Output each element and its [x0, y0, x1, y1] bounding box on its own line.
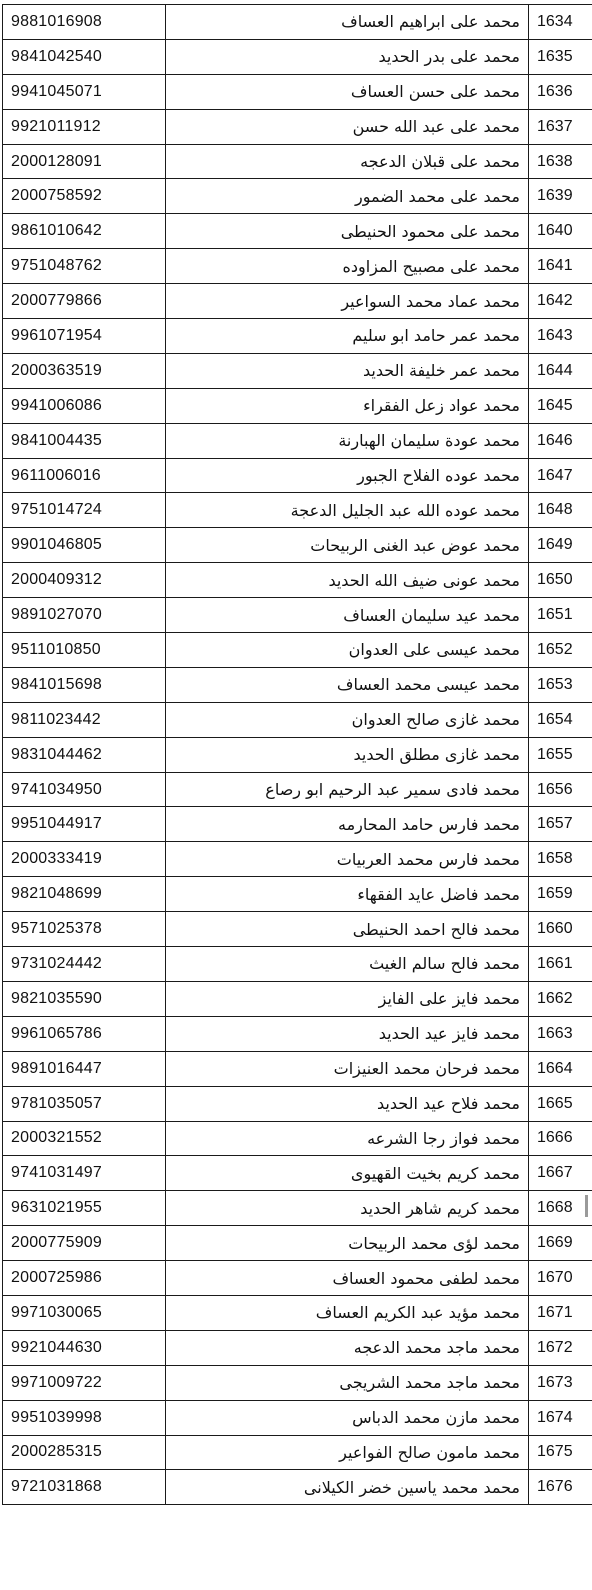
table-row: [3, 179, 592, 214]
row-number-cell: 1639: [529, 179, 592, 214]
table-row: [3, 353, 592, 388]
full-name-cell: محمد عماد محمد السواعیر: [166, 284, 529, 319]
national-id-cell: 9861010642: [3, 214, 166, 249]
table-row: [3, 598, 592, 633]
full-name-cell: محمد عمر خلیفة الحدید: [166, 353, 529, 388]
full-name-cell: محمد لطفی محمود العساف: [166, 1261, 529, 1296]
national-id-cell: 9961071954: [3, 319, 166, 354]
table-row: [3, 912, 592, 947]
table-row: [3, 1400, 592, 1435]
row-number-cell: 1676: [529, 1470, 592, 1505]
row-number-cell: 1643: [529, 319, 592, 354]
full-name-cell: محمد عمر حامد ابو سلیم: [166, 319, 529, 354]
full-name-cell: محمد عیسی محمد العساف: [166, 667, 529, 702]
row-number-cell: 1674: [529, 1400, 592, 1435]
table-row: [3, 284, 592, 319]
row-number-cell: 1673: [529, 1365, 592, 1400]
table-row: [3, 144, 592, 179]
row-number-cell: 1670: [529, 1261, 592, 1296]
full-name-cell: محمد فایز عید الحدید: [166, 1016, 529, 1051]
full-name-cell: محمد علی محمد الضمور: [166, 179, 529, 214]
table-row: [3, 249, 592, 284]
national-id-cell: 9831044462: [3, 737, 166, 772]
table-row: [3, 1295, 592, 1330]
row-number-cell: 1657: [529, 807, 592, 842]
row-number-cell: 1650: [529, 563, 592, 598]
full-name-cell: محمد علی عبد الله حسن: [166, 109, 529, 144]
table-row: [3, 877, 592, 912]
table-row: [3, 633, 592, 668]
national-id-cell: 9811023442: [3, 702, 166, 737]
row-number-cell: 1636: [529, 74, 592, 109]
national-id-cell: 9741034950: [3, 772, 166, 807]
table-row: [3, 702, 592, 737]
row-number-cell: 1669: [529, 1226, 592, 1261]
national-id-cell: 9971030065: [3, 1295, 166, 1330]
table-row: [3, 1156, 592, 1191]
national-id-cell: 9891016447: [3, 1051, 166, 1086]
row-number-cell: 1648: [529, 493, 592, 528]
table-row: [3, 807, 592, 842]
full-name-cell: محمد عوض عبد الغنی الربیحات: [166, 528, 529, 563]
table-row: [3, 493, 592, 528]
table-row: [3, 1051, 592, 1086]
table-row: [3, 1435, 592, 1470]
national-id-cell: 9971009722: [3, 1365, 166, 1400]
full-name-cell: محمد غازی صالح العدوان: [166, 702, 529, 737]
table-row: [3, 667, 592, 702]
table-row: [3, 5, 592, 40]
names-table: [2, 4, 592, 1505]
full-name-cell: محمد غازی مطلق الحدید: [166, 737, 529, 772]
full-name-cell: محمد لؤی محمد الربیحات: [166, 1226, 529, 1261]
row-number-cell: 1660: [529, 912, 592, 947]
row-number-cell: 1651: [529, 598, 592, 633]
table-row: [3, 1261, 592, 1296]
row-number-cell: 1675: [529, 1435, 592, 1470]
table-row: [3, 1086, 592, 1121]
table-row: [3, 319, 592, 354]
full-name-cell: محمد عید سلیمان العساف: [166, 598, 529, 633]
table-row: [3, 842, 592, 877]
national-id-cell: 9751048762: [3, 249, 166, 284]
national-id-cell: 9941006086: [3, 388, 166, 423]
table-row: [3, 1330, 592, 1365]
national-id-cell: 9741031497: [3, 1156, 166, 1191]
national-id-cell: 2000285315: [3, 1435, 166, 1470]
table-row: [3, 947, 592, 982]
table-row: [3, 1016, 592, 1051]
full-name-cell: محمد فارس حامد المحارمه: [166, 807, 529, 842]
full-name-cell: محمد عواد زعل الفقراء: [166, 388, 529, 423]
national-id-cell: 2000333419: [3, 842, 166, 877]
national-id-cell: 9611006016: [3, 458, 166, 493]
full-name-cell: محمد علی محمود الحنیطی: [166, 214, 529, 249]
row-number-cell: 1653: [529, 667, 592, 702]
table-row: [3, 109, 592, 144]
row-number-cell: 1663: [529, 1016, 592, 1051]
row-number-cell: 1671: [529, 1295, 592, 1330]
full-name-cell: محمد عونی ضیف الله الحدید: [166, 563, 529, 598]
table-row: [3, 563, 592, 598]
full-name-cell: محمد فاضل عاید الفقهاء: [166, 877, 529, 912]
table-row: [3, 214, 592, 249]
national-id-cell: 9841042540: [3, 39, 166, 74]
national-id-cell: 2000758592: [3, 179, 166, 214]
row-number-cell: 1634: [529, 5, 592, 40]
national-id-cell: 9941045071: [3, 74, 166, 109]
full-name-cell: محمد ماجد محمد الشریجی: [166, 1365, 529, 1400]
table-row: [3, 458, 592, 493]
national-id-cell: 9721031868: [3, 1470, 166, 1505]
table-row: [3, 423, 592, 458]
table-row: [3, 1121, 592, 1156]
full-name-cell: محمد ماجد محمد الدعجه: [166, 1330, 529, 1365]
national-id-cell: 9921011912: [3, 109, 166, 144]
national-id-cell: 2000409312: [3, 563, 166, 598]
national-id-cell: 9841004435: [3, 423, 166, 458]
national-id-cell: 9901046805: [3, 528, 166, 563]
row-number-cell: 1655: [529, 737, 592, 772]
table-row: [3, 737, 592, 772]
row-number-cell: 1635: [529, 39, 592, 74]
national-id-cell: 9631021955: [3, 1191, 166, 1226]
row-number-cell: 1652: [529, 633, 592, 668]
table-row: [3, 74, 592, 109]
national-id-cell: 9731024442: [3, 947, 166, 982]
full-name-cell: محمد فالح سالم الغیث: [166, 947, 529, 982]
row-number-cell: 1647: [529, 458, 592, 493]
full-name-cell: محمد عوده الله عبد الجلیل الدعجة: [166, 493, 529, 528]
row-number-cell: 1641: [529, 249, 592, 284]
national-id-cell: 9891027070: [3, 598, 166, 633]
row-number-cell: 1662: [529, 981, 592, 1016]
row-number-cell: 1649: [529, 528, 592, 563]
national-id-cell: 9571025378: [3, 912, 166, 947]
full-name-cell: محمد فواز رجا الشرعه: [166, 1121, 529, 1156]
row-number-cell: 1646: [529, 423, 592, 458]
full-name-cell: محمد مازن محمد الدباس: [166, 1400, 529, 1435]
full-name-cell: محمد فرحان محمد العنیزات: [166, 1051, 529, 1086]
page-edge-mark: [585, 1195, 588, 1217]
names-table-body: [3, 5, 592, 1505]
full-name-cell: محمد عیسی علی العدوان: [166, 633, 529, 668]
full-name-cell: محمد عوده الفلاح الجبور: [166, 458, 529, 493]
national-id-cell: 9821035590: [3, 981, 166, 1016]
full-name-cell: محمد کریم شاهر الحدید: [166, 1191, 529, 1226]
full-name-cell: محمد کریم بخیت القهیوی: [166, 1156, 529, 1191]
row-number-cell: 1645: [529, 388, 592, 423]
national-id-cell: 9881016908: [3, 5, 166, 40]
table-row: [3, 1365, 592, 1400]
row-number-cell: 1656: [529, 772, 592, 807]
full-name-cell: محمد فارس محمد العربیات: [166, 842, 529, 877]
national-id-cell: 2000321552: [3, 1121, 166, 1156]
full-name-cell: محمد عودة سلیمان الهبارنة: [166, 423, 529, 458]
row-number-cell: 1658: [529, 842, 592, 877]
row-number-cell: 1667: [529, 1156, 592, 1191]
row-number-cell: 1644: [529, 353, 592, 388]
row-number-cell: 1654: [529, 702, 592, 737]
national-id-cell: 9961065786: [3, 1016, 166, 1051]
table-row: [3, 388, 592, 423]
national-id-cell: 2000775909: [3, 1226, 166, 1261]
row-number-cell: 1665: [529, 1086, 592, 1121]
row-number-cell: 1642: [529, 284, 592, 319]
table-row: [3, 39, 592, 74]
full-name-cell: محمد علی بدر الحدید: [166, 39, 529, 74]
table-row: [3, 1226, 592, 1261]
national-id-cell: 9781035057: [3, 1086, 166, 1121]
full-name-cell: محمد علی مصبیح المزاوده: [166, 249, 529, 284]
row-number-cell: 1638: [529, 144, 592, 179]
national-id-cell: 9841015698: [3, 667, 166, 702]
national-id-cell: 2000725986: [3, 1261, 166, 1296]
row-number-cell: 1664: [529, 1051, 592, 1086]
national-id-cell: 2000363519: [3, 353, 166, 388]
national-id-cell: 9751014724: [3, 493, 166, 528]
row-number-cell: 1640: [529, 214, 592, 249]
table-row: [3, 1191, 592, 1226]
national-id-cell: 9821048699: [3, 877, 166, 912]
row-number-cell: 1668: [529, 1191, 592, 1226]
row-number-cell: 1672: [529, 1330, 592, 1365]
full-name-cell: محمد علی ابراهیم العساف: [166, 5, 529, 40]
table-row: [3, 528, 592, 563]
table-row: [3, 1470, 592, 1505]
full-name-cell: محمد فالح احمد الحنیطی: [166, 912, 529, 947]
national-id-cell: 2000779866: [3, 284, 166, 319]
full-name-cell: محمد فلاح عید الحدید: [166, 1086, 529, 1121]
table-row: [3, 772, 592, 807]
full-name-cell: محمد فادی سمیر عبد الرحیم ابو رصاع: [166, 772, 529, 807]
national-id-cell: 2000128091: [3, 144, 166, 179]
full-name-cell: محمد فایز علی الفایز: [166, 981, 529, 1016]
row-number-cell: 1659: [529, 877, 592, 912]
full-name-cell: محمد علی قبلان الدعجه: [166, 144, 529, 179]
full-name-cell: محمد مؤید عبد الکریم العساف: [166, 1295, 529, 1330]
row-number-cell: 1637: [529, 109, 592, 144]
row-number-cell: 1666: [529, 1121, 592, 1156]
row-number-cell: 1661: [529, 947, 592, 982]
national-id-cell: 9511010850: [3, 633, 166, 668]
full-name-cell: محمد محمد یاسین خضر الکیلانی: [166, 1470, 529, 1505]
national-id-cell: 9951039998: [3, 1400, 166, 1435]
national-id-cell: 9951044917: [3, 807, 166, 842]
national-id-cell: 9921044630: [3, 1330, 166, 1365]
full-name-cell: محمد مامون صالح الفواعیر: [166, 1435, 529, 1470]
full-name-cell: محمد علی حسن العساف: [166, 74, 529, 109]
table-row: [3, 981, 592, 1016]
